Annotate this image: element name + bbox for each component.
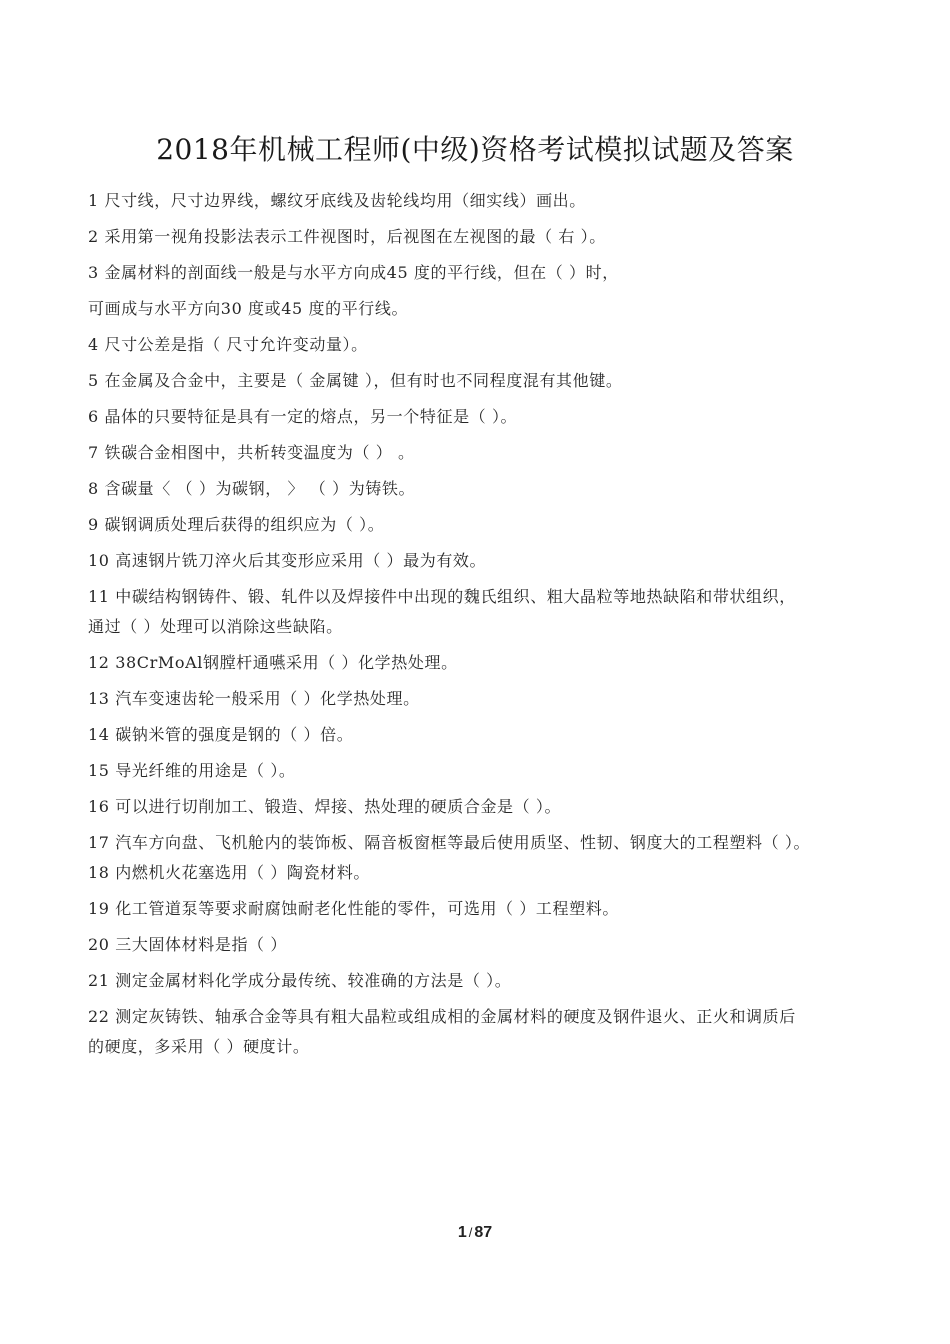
question-line-8: 8 含碳量〈 （ ）为碳钢， 〉 （ ）为铸铁。	[88, 479, 416, 498]
question-line-22: 22 测定灰铸铁、轴承合金等具有粗大晶粒或组成相的金属材料的硬度及钢件退火、正火和调质后	[88, 1007, 796, 1026]
document-title: 2018年机械工程师(中级)资格考试模拟试题及答案	[156, 133, 794, 166]
question-line-22-cont: 的硬度，多采用（ ）硬度计。	[88, 1037, 310, 1056]
page-number	[0, 1224, 950, 1242]
question-line-3-cont: 可画成与水平方向30 度或45 度的平行线。	[88, 299, 409, 318]
question-line-13: 13 汽车变速齿轮一般采用（ ）化学热处理。	[88, 689, 420, 708]
question-line-18: 18 内燃机火花塞选用（ ）陶瓷材料。	[88, 863, 370, 882]
page-separator: /	[468, 1225, 473, 1240]
question-line-1: 1 尺寸线，尺寸边界线，螺纹牙底线及齿轮线均用（细实线）画出。	[88, 191, 586, 210]
document-body	[88, 186, 868, 1068]
question-line-17: 17 汽车方向盘、飞机舱内的装饰板、隔音板窗框等最后使用质坚、性韧、钢度大的工程塑料（ ）。	[88, 833, 811, 852]
question-line-6: 6 晶体的只要特征是具有一定的熔点，另一个特征是（ ）。	[88, 407, 518, 426]
question-line-16: 16 可以进行切削加工、锻造、焊接、热处理的硬质合金是（ ）。	[88, 797, 562, 816]
question-line-10: 10 高速钢片铣刀淬火后其变形应采用（ ）最为有效。	[88, 551, 487, 570]
question-line-4: 4 尺寸公差是指（ 尺寸允许变动量）。	[88, 335, 368, 354]
question-line-7: 7 铁碳合金相图中，共析转变温度为（ ） 。	[88, 443, 415, 462]
current-page: 1	[457, 1224, 467, 1241]
question-line-20: 20 三大固体材料是指（ ）	[88, 935, 287, 954]
question-line-21: 21 测定金属材料化学成分最传统、较准确的方法是（ ）。	[88, 971, 512, 990]
question-line-11-cont: 通过（ ）处理可以消除这些缺陷。	[88, 617, 343, 636]
question-line-11: 11 中碳结构钢铸件、锻、轧件以及焊接件中出现的魏氏组织、粗大晶粒等地热缺陷和带状组织，	[88, 587, 796, 606]
question-line-14: 14 碳钠米管的强度是钢的（ ）倍。	[88, 725, 354, 744]
question-line-9: 9 碳钢调质处理后获得的组织应为（ ）。	[88, 515, 385, 534]
question-line-3: 3 金属材料的剖面线一般是与水平方向成45 度的平行线，但在（ ）时，	[88, 263, 619, 282]
question-line-15: 15 导光纤维的用途是（ ）。	[88, 761, 296, 780]
question-line-12: 12 38CrMoAl钢膛杆通嚥采用（ ）化学热处理。	[88, 653, 458, 672]
question-line-19: 19 化工管道泵等要求耐腐蚀耐老化性能的零件，可选用（ ）工程塑料。	[88, 899, 619, 918]
question-line-2: 2 采用第一视角投影法表示工件视图时，后视图在左视图的最（ 右 ）。	[88, 227, 606, 246]
question-line-5: 5 在金属及合金中，主要是（ 金属键 ），但有时也不同程度混有其他键。	[88, 371, 623, 390]
total-pages: 87	[474, 1224, 493, 1241]
